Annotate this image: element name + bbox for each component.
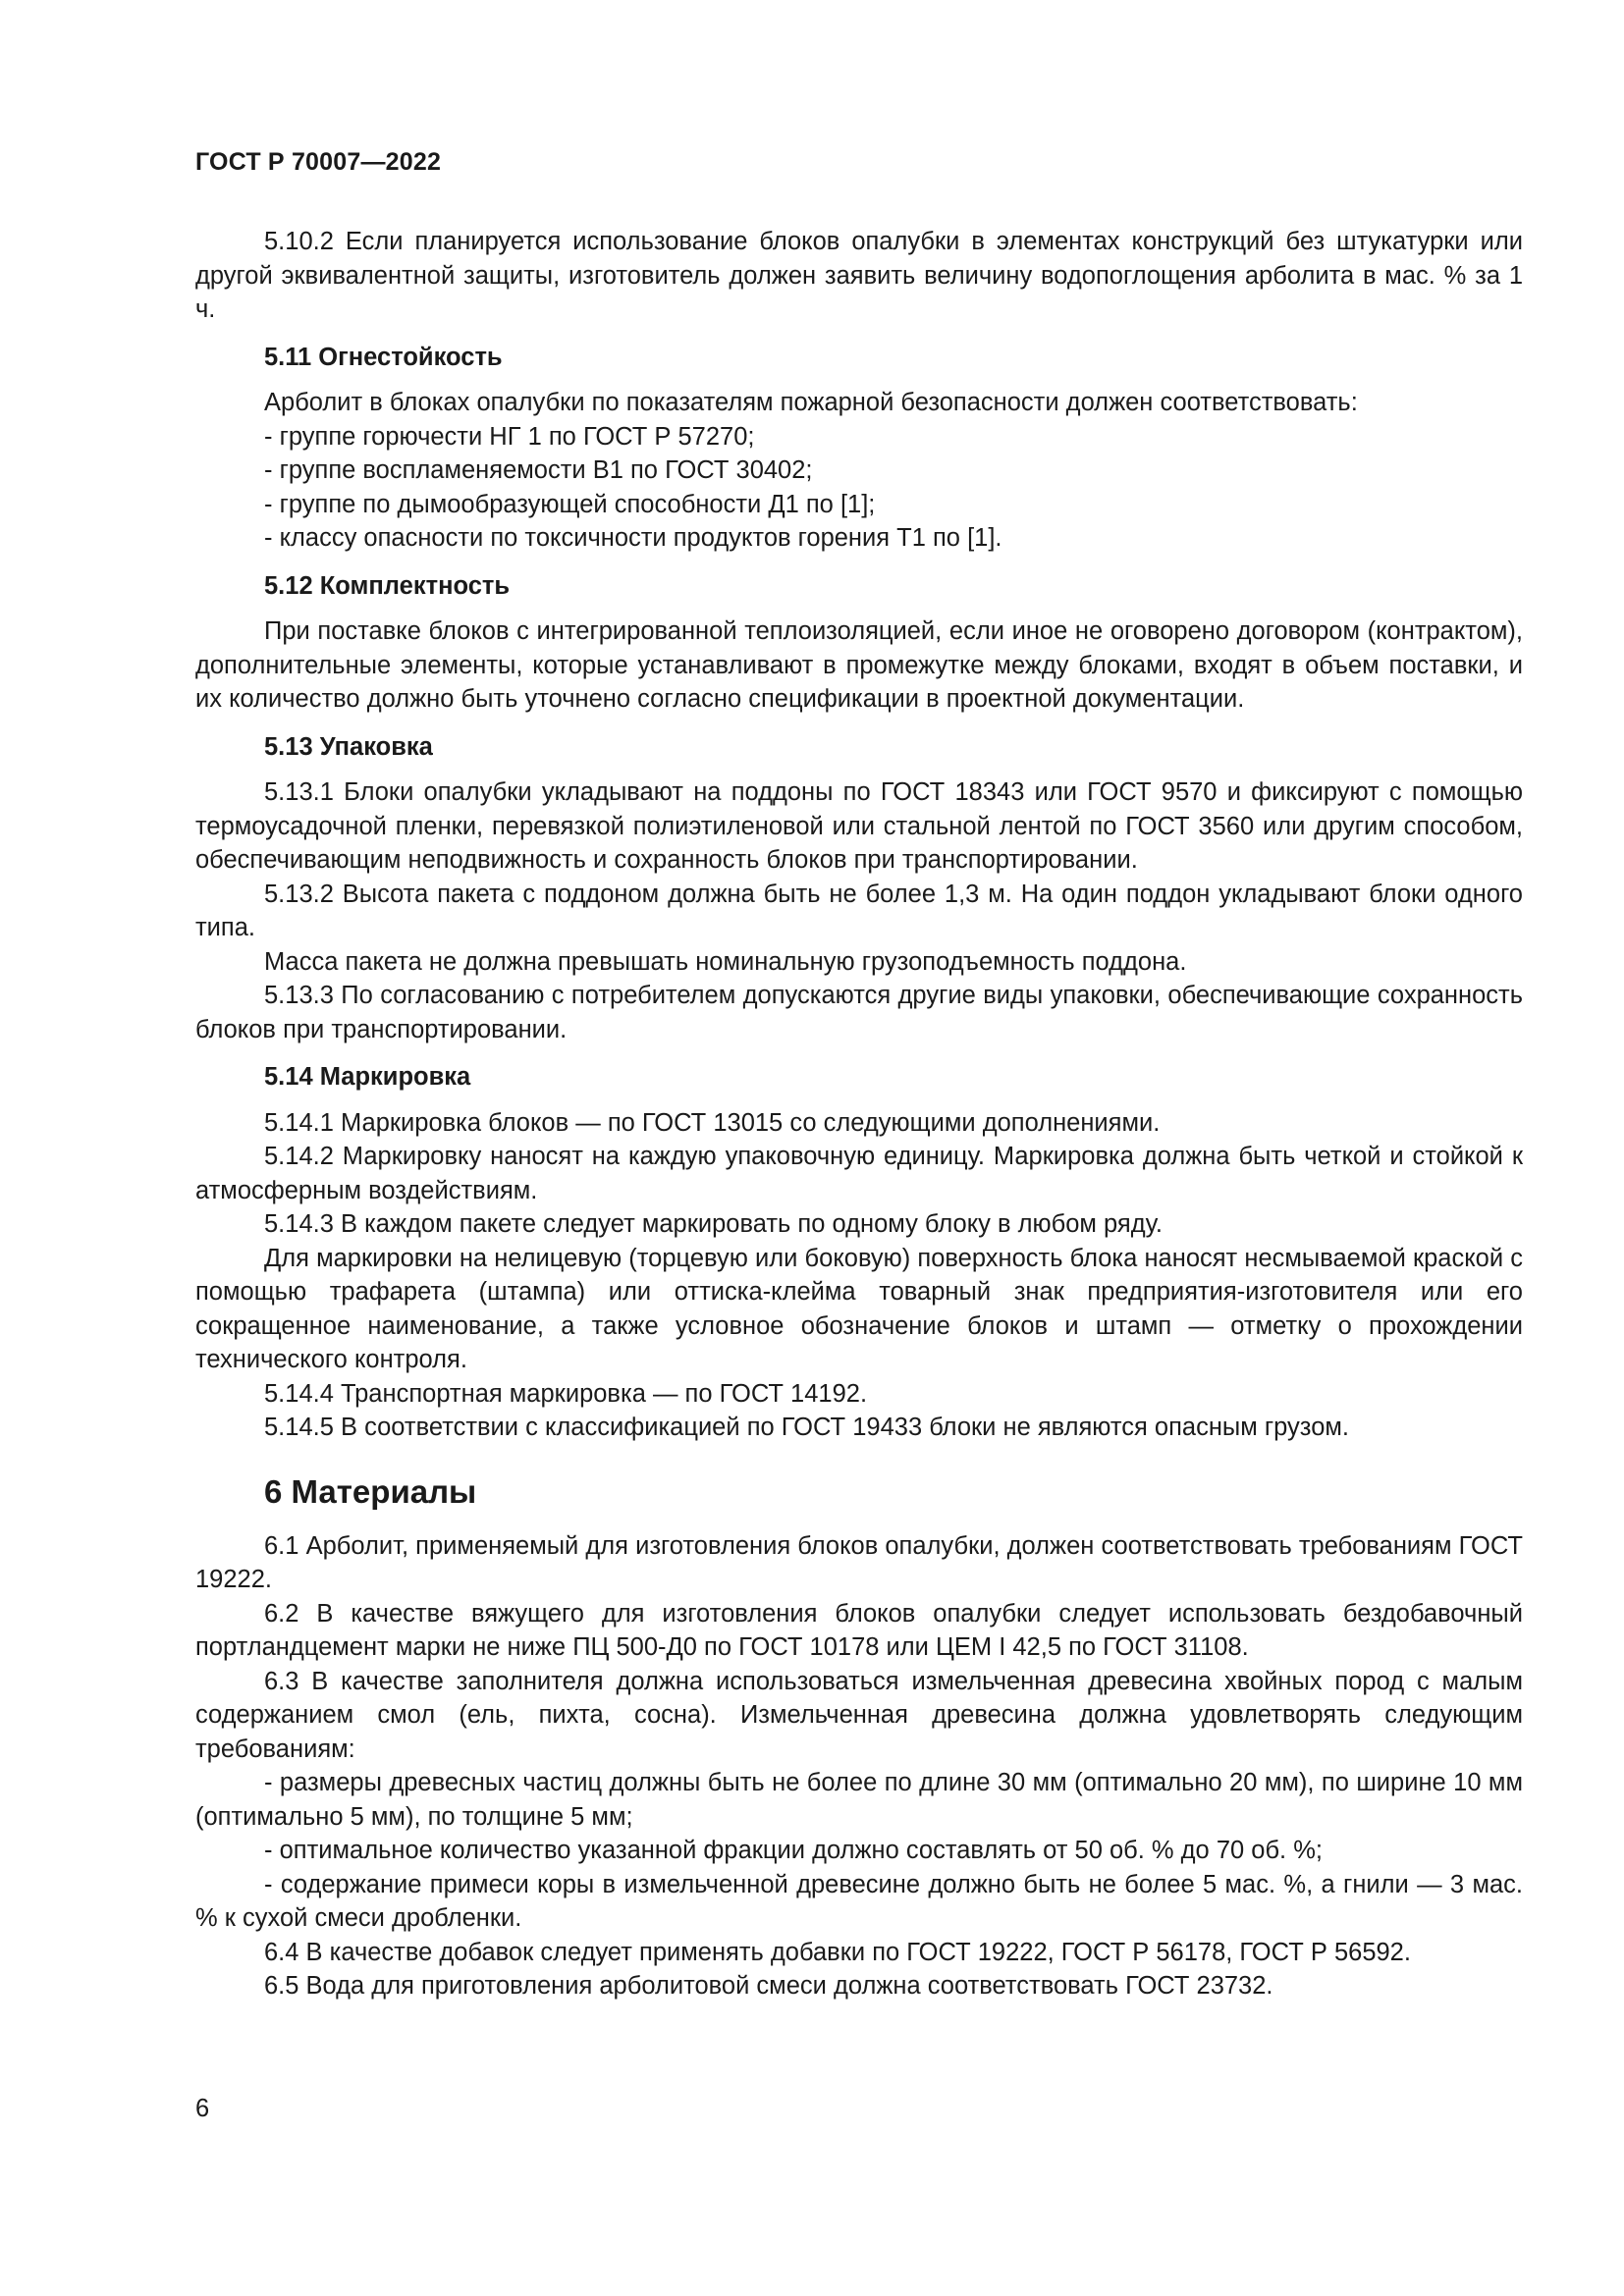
list-item-5-11: - группе горючести НГ 1 по ГОСТ Р 57270; bbox=[264, 422, 755, 451]
paragraph-6-5: 6.5 Вода для приготовления арболитовой смеси должна соответствовать ГОСТ 23732. bbox=[264, 1972, 1273, 2000]
paragraph-6-3: 6.3 В качестве заполнителя должна использоваться измельченная древесина хвойных пород с малым содержанием смол (ель, пихта, сосна). Измельченная древесина должна удовлетворять следующим требованиям: bbox=[195, 1667, 1523, 1763]
section-title-6: 6 Материалы bbox=[264, 1472, 477, 1510]
paragraph-6-1: 6.1 Арболит, применяемый для изготовления блоков опалубки, должен соответствовать требованиям ГОСТ 19222. bbox=[195, 1531, 1523, 1593]
paragraph-5-12: При поставке блоков с интегрированной теплоизоляцией, если иное не оговорено договором (контрактом), дополнительные элементы, которые устанавливают в промежутке между блоками, входят в объем поставки, и их количество должно быть уточнено согласно спецификации в проектной документации. bbox=[195, 617, 1523, 713]
paragraph-5-13-3: 5.13.3 По согласованию с потребителем допускаются другие виды упаковки, обеспечивающие сохранность блоков при транспортировании. bbox=[195, 982, 1523, 1043]
paragraph-5-14-4: 5.14.4 Транспортная маркировка — по ГОСТ 14192. bbox=[264, 1379, 868, 1408]
page-number: 6 bbox=[195, 2095, 210, 2122]
document-body bbox=[195, 225, 1523, 2003]
section-title-5-14: 5.14 Маркировка bbox=[264, 1063, 471, 1091]
list-item-5-11: - классу опасности по токсичности продуктов горения Т1 по [1]. bbox=[264, 524, 1002, 552]
section-title-5-12: 5.12 Комплектность bbox=[264, 571, 511, 600]
paragraph-5-13-1: 5.13.1 Блоки опалубки укладывают на поддоны по ГОСТ 18343 или ГОСТ 9570 и фиксируют с помощью термоусадочной пленки, перевязкой полиэтиленовой или стальной лентой по ГОСТ 3560 или другим способом, обеспечивающим неподвижность и сохранность блоков при транспортировании. bbox=[195, 778, 1523, 874]
paragraph-5-11-intro: Арболит в блоках опалубки по показателям пожарной безопасности должен соответствовать: bbox=[264, 389, 1358, 416]
document-code-header: ГОСТ Р 70007—2022 bbox=[195, 148, 442, 176]
paragraph-5-14-3-method: Для маркировки на нелицевую (торцевую или боковую) поверхность блока наносят несмываемой краской с помощью трафарета (штампа) или оттиска-клейма товарный знак предприятия-изготовителя или его сокращенное наименование, а также условное обозначение блоков и штамп — отметку о прохождении технического контроля. bbox=[195, 1244, 1523, 1373]
paragraph-5-14-1: 5.14.1 Маркировка блоков — по ГОСТ 13015 со следующими дополнениями. bbox=[264, 1108, 1161, 1137]
section-title-5-13: 5.13 Упаковка bbox=[264, 732, 433, 761]
section-title-5-11: 5.11 Огнестойкость bbox=[264, 343, 503, 371]
paragraph-5-13-2: 5.13.2 Высота пакета с поддоном должна быть не более 1,3 м. На один поддон укладывают блоки одного типа. bbox=[195, 880, 1523, 941]
paragraph-6-4: 6.4 В качестве добавок следует применять добавки по ГОСТ 19222, ГОСТ Р 56178, ГОСТ Р 56592. bbox=[264, 1938, 1411, 1966]
paragraph-5-14-2: 5.14.2 Маркировку наносят на каждую упаковочную единицу. Маркировка должна быть четкой и стойкой к атмосферным воздействиям. bbox=[195, 1143, 1523, 1204]
list-item-5-11: - группе воспламеняемости В1 по ГОСТ 30402; bbox=[264, 456, 813, 484]
list-item-6-3: - содержание примеси коры в измельченной древесине должно быть не более 5 мас. %, а гнили — 3 мас. % к сухой смеси дробленки. bbox=[195, 1870, 1523, 1932]
paragraph-5-10-2: 5.10.2 Если планируется использование блоков опалубки в элементах конструкций без штукатурки или другой эквивалентной защиты, изготовитель должен заявить величину водопоглощения арболита в мас. % за 1 ч. bbox=[195, 228, 1523, 323]
list-item-6-3: - размеры древесных частиц должны быть не более по длине 30 мм (оптимально 20 мм), по ширине 10 мм (оптимально 5 мм), по толщине 5 мм; bbox=[195, 1769, 1523, 1831]
list-item-6-3: - оптимальное количество указанной фракции должно составлять от 50 об. % до 70 об. %; bbox=[264, 1837, 1323, 1864]
paragraph-5-14-5: 5.14.5 В соответствии с классификацией по ГОСТ 19433 блоки не являются опасным грузом. bbox=[264, 1414, 1350, 1441]
paragraph-5-14-3: 5.14.3 В каждом пакете следует маркировать по одному блоку в любом ряду. bbox=[264, 1210, 1163, 1238]
paragraph-5-13-2-mass: Масса пакета не должна превышать номинальную грузоподъемность поддона. bbox=[264, 947, 1187, 976]
paragraph-6-2: 6.2 В качестве вяжущего для изготовления блоков опалубки следует использовать бездобавочный портландцемент марки не ниже ПЦ 500-Д0 по ГОСТ 10178 или ЦЕМ I 42,5 по ГОСТ 31108. bbox=[195, 1599, 1523, 1661]
list-item-5-11: - группе по дымообразующей способности Д1 по [1]; bbox=[264, 490, 876, 518]
